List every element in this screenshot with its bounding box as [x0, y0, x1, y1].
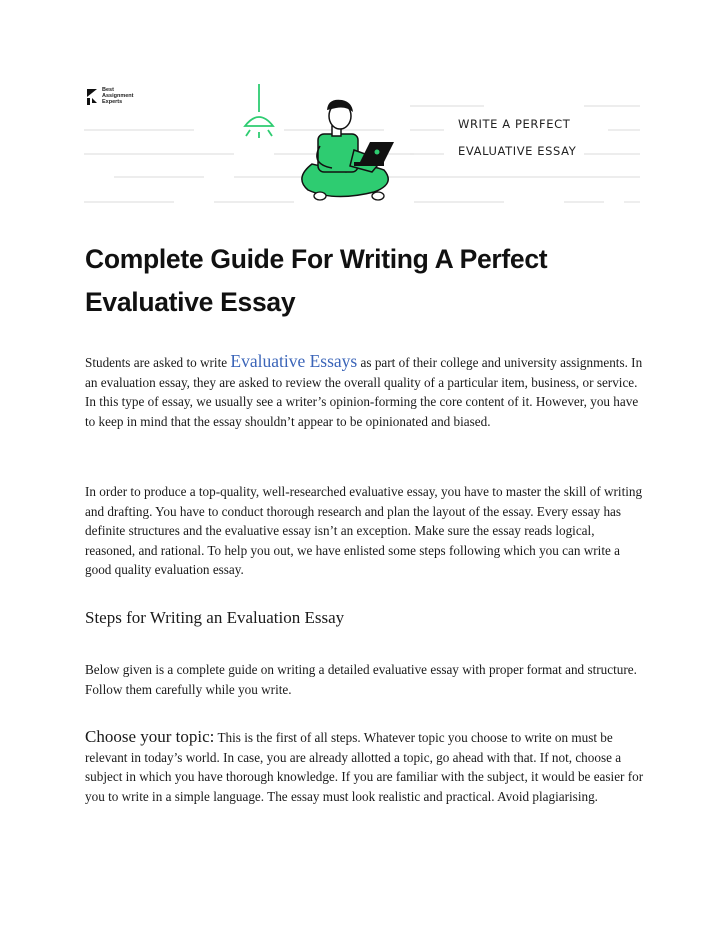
intro-paragraph [85, 352, 645, 431]
page-title-line-2: Evaluative Essay [85, 287, 296, 317]
page-title-line-1: Complete Guide For Writing A Perfect [85, 244, 548, 274]
logo-icon [86, 86, 100, 106]
paragraph-3: Below given is a complete guide on writing a detailed evaluative essay with proper format and structure. Follow them carefully while you write. [85, 662, 637, 697]
banner-title-line-1: WRITE A PERFECT [458, 117, 571, 131]
banner-title-line-2: EVALUATIVE ESSAY [458, 144, 577, 158]
paragraph-2: In order to produce a top-quality, well-researched evaluative essay, you have to master the skill of writing and drafting. You have to conduct thorough research and plan the layout of the essay. Every essay has definite structures and the evaluative essay isn’t an exception. Make sure the essay reads logical, reasoned, and rational. To help you out, we have enlisted some steps following which you can write a good quality evaluation essay. [85, 484, 643, 578]
step-1-lead: Choose your topic: [85, 727, 215, 746]
logo-line-3: Experts [102, 99, 123, 105]
logo-line-1: Best [102, 87, 114, 93]
step-1-paragraph [85, 727, 645, 806]
brand-logo[interactable] [86, 86, 142, 106]
section-heading: Steps for Writing an Evaluation Essay [85, 608, 345, 627]
logo-line-2: Assignment [102, 93, 134, 99]
intro-before-link: Students are asked to write [85, 355, 231, 370]
intro-after-link: as part of their college and university assignments. In an evaluation essay, they are asked to review the overall quality of a particular item, business, or service. In this type of essay, we usually see a writer’s opinion-forming the core content of it. However, you have to keep in mind that the essay shouldn’t appear to be opinionated and biased. [85, 355, 643, 429]
evaluative-essays-link[interactable]: Evaluative Essays [230, 351, 358, 371]
step-1-text: This is the first of all steps. Whatever topic you choose to write on must be relevant in today’s world. In case, you are already allotted a topic, go ahead with that. If not, choose a subject in which you have thorough knowledge. If you are familiar with the subject, it would be easier for you to write in a simple language. The essay must look realistic and practical. Avoid plagiarising. [85, 730, 644, 804]
page-title [85, 238, 645, 324]
